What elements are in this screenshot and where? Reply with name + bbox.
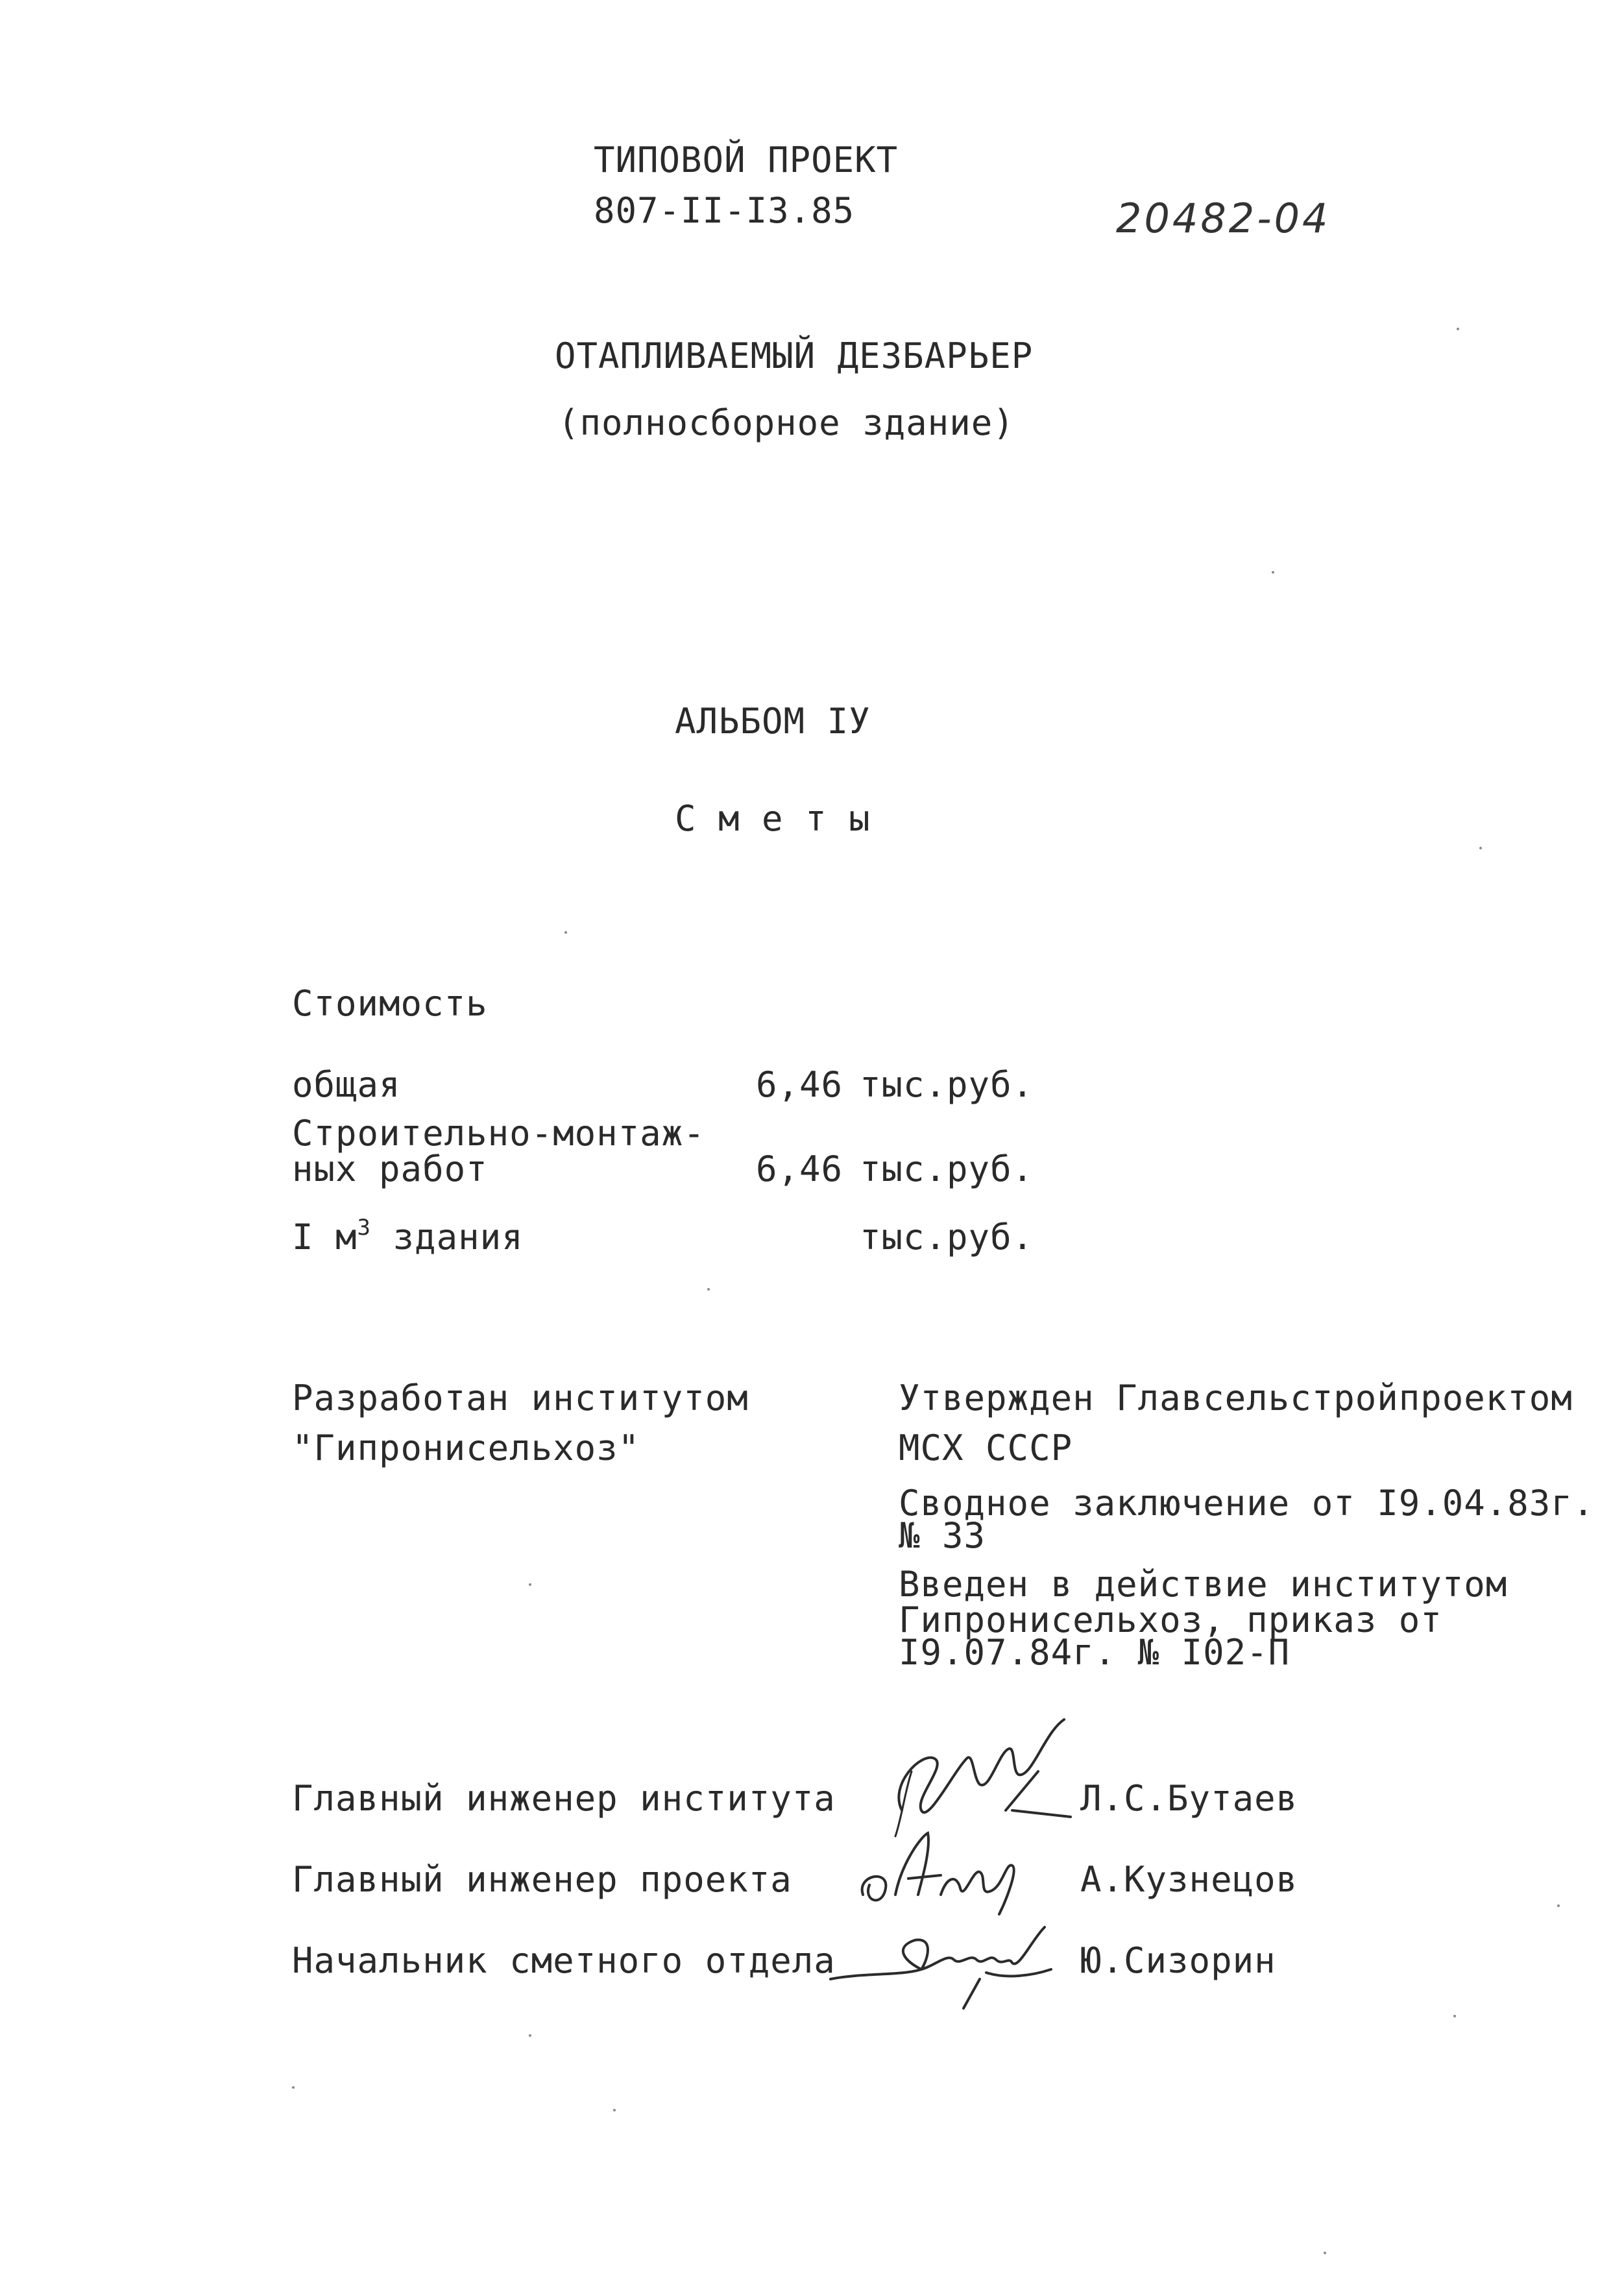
scan-speck <box>292 2086 295 2089</box>
scan-speck <box>529 2034 531 2037</box>
scan-speck <box>529 1583 531 1586</box>
scan-speck <box>1557 1904 1560 1907</box>
project-number: 807-II-I3.85 <box>594 190 855 231</box>
approval-enacted-line1: Введен в действие институтом <box>899 1564 1508 1605</box>
scan-speck <box>564 931 567 934</box>
scan-speck <box>1457 328 1459 330</box>
signatory-name-head-estimate-dept: Ю.Сизорин <box>1080 1940 1276 1981</box>
signature-sizorin <box>824 1901 1058 2012</box>
document-subtitle: (полносборное здание) <box>558 402 1015 443</box>
cost-total-label: общая <box>292 1064 401 1105</box>
album-content: С м е т ы <box>675 798 871 839</box>
signatory-role-head-estimate-dept: Начальник сметного отдела <box>292 1940 836 1981</box>
document-title: ОТАПЛИВАЕМЫЙ ДЕЗБАРЬЕР <box>555 335 1034 376</box>
cost-total-value: 6,46 <box>756 1064 843 1105</box>
cost-construction-value: 6,46 <box>756 1149 843 1189</box>
scan-speck <box>1324 2252 1326 2254</box>
signatory-role-chief-engineer-institute: Главный инженер института <box>292 1778 836 1819</box>
project-type: ТИПОВОЙ ПРОЕКТ <box>594 140 899 180</box>
cost-per-m3-unit: тыс.руб. <box>860 1217 1034 1258</box>
scan-speck <box>1479 847 1482 849</box>
cost-construction-label-line1: Строительно-монтаж- <box>292 1113 705 1154</box>
developer-line1: Разработан институтом <box>292 1378 749 1418</box>
cost-per-m3-label: I $м^3$ здания <box>292 1215 524 1258</box>
scan-speck <box>1272 571 1274 574</box>
scan-speck <box>613 2109 616 2111</box>
signatory-name-chief-engineer-institute: Л.С.Бутаев <box>1080 1778 1298 1819</box>
scan-speck <box>1453 2015 1456 2017</box>
cost-construction-unit: тыс.руб. <box>860 1149 1034 1189</box>
approval-line2: МСХ СССР <box>899 1428 1073 1468</box>
developer-line2: "Гипронисельхоз" <box>292 1428 640 1468</box>
scan-speck <box>707 1288 710 1291</box>
cost-heading: Стоимость <box>292 983 488 1024</box>
cost-total-unit: тыс.руб. <box>860 1064 1034 1105</box>
approval-conclusion-line2: № 33 <box>899 1515 986 1556</box>
registry-number: 20482-04 <box>1116 195 1331 242</box>
approval-line1: Утвержден Главсельстройпроектом <box>899 1378 1573 1418</box>
approval-conclusion-line1: Сводное заключение от I9.04.83г. <box>899 1483 1595 1524</box>
approval-enacted-line2: Гипронисельхоз, приказ от <box>899 1599 1442 1640</box>
signatory-name-chief-engineer-project: А.Кузнецов <box>1080 1859 1298 1900</box>
cost-construction-label-line2: ных работ <box>292 1149 488 1189</box>
signatory-role-chief-engineer-project: Главный инженер проекта <box>292 1859 792 1900</box>
approval-enacted-line3: I9.07.84г. № I02-П <box>899 1632 1291 1673</box>
album-label: АЛЬБОМ IУ <box>675 701 871 742</box>
